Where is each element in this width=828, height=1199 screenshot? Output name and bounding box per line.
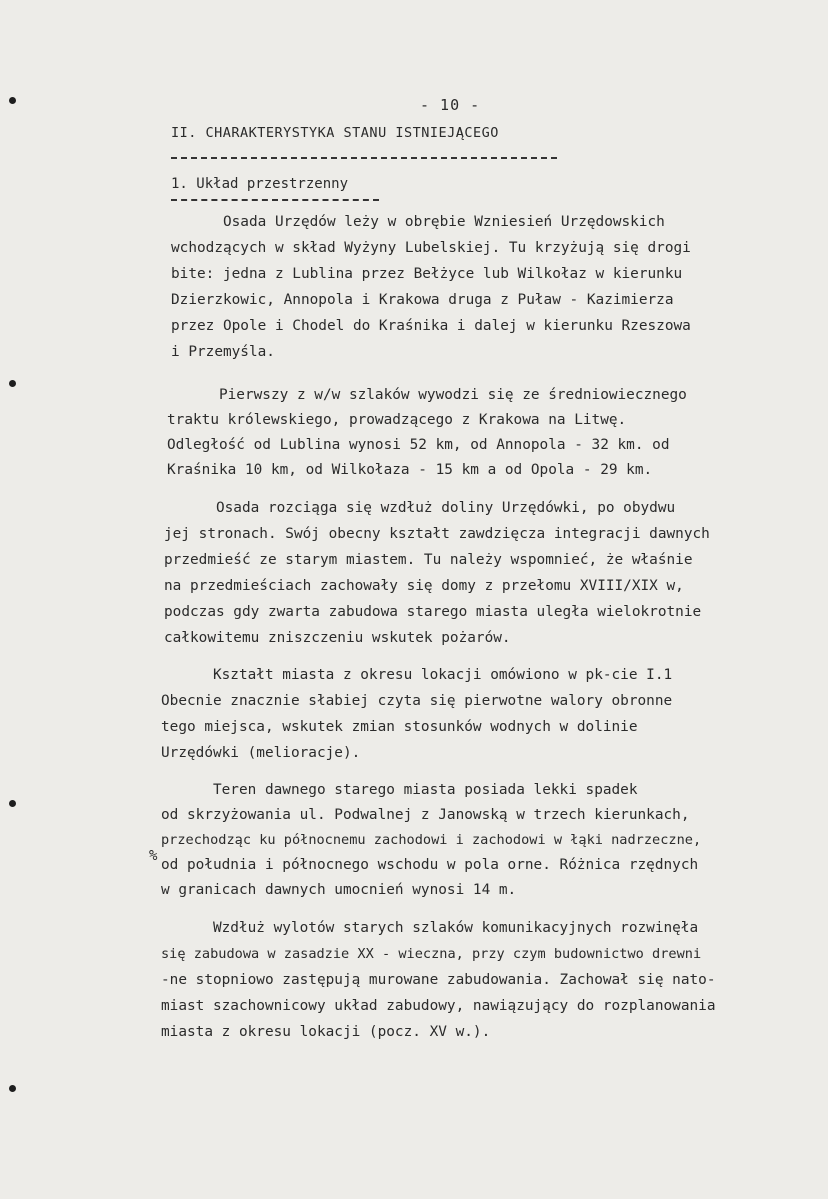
body-line: Osada Urzędów leży w obrębie Wzniesień Urzędowskich (171, 214, 665, 230)
punch-hole (9, 1085, 16, 1092)
body-line: -ne stopniowo zastępują murowane zabudowania. Zachował się nato- (161, 972, 716, 988)
page-number: - 10 - (420, 96, 481, 114)
punch-hole (9, 800, 16, 807)
body-line: Pierwszy z w/w szlaków wywodzi się ze średniowiecznego (167, 387, 687, 403)
body-line: podczas gdy zwarta zabudowa starego miasta uległa wielokrotnie (164, 604, 702, 620)
body-line: Odległość od Lublina wynosi 52 km, od Annopola - 32 km. od (167, 437, 670, 453)
subheading-underline (171, 199, 379, 201)
subsection-heading: 1. Układ przestrzenny (171, 176, 349, 192)
body-line: Dzierzkowic, Annopola i Krakowa druga z Puław - Kazimierza (171, 292, 674, 308)
body-line: Teren dawnego starego miasta posiada lekki spadek (161, 782, 638, 798)
body-line: całkowitemu zniszczeniu wskutek pożarów. (164, 630, 511, 646)
body-line: Obecnie znacznie słabiej czyta się pierwotne walory obronne (161, 693, 673, 709)
body-line: w granicach dawnych umocnień wynosi 14 m. (161, 882, 517, 898)
body-line: Kraśnika 10 km, od Wilkołaza - 15 km a od Opola - 29 km. (167, 462, 653, 478)
heading-underline (171, 157, 557, 159)
body-line: miast szachownicowy układ zabudowy, nawiązujący do rozplanowania (161, 998, 716, 1014)
body-line: traktu królewskiego, prowadzącego z Krakowa na Litwę. (167, 412, 627, 428)
body-line: Urzędówki (melioracje). (161, 745, 361, 761)
body-line: od skrzyżowania ul. Podwalnej z Janowską w trzech kierunkach, (161, 807, 690, 823)
body-line: jej stronach. Swój obecny kształt zawdzięcza integracji dawnych (164, 526, 710, 542)
body-line: się zabudowa w zasadzie XX - wieczna, przy czym budownictwo drewni (161, 946, 702, 962)
body-line: od południa i północnego wschodu w pola orne. Różnica rzędnych (161, 857, 699, 873)
body-line: Osada rozciąga się wzdłuż doliny Urzędówki, po obydwu (164, 500, 676, 516)
body-line: na przedmieściach zachowały się domy z przełomu XVIII/XIX w, (164, 578, 684, 594)
section-heading: II. CHARAKTERYSTYKA STANU ISTNIEJĄCEGO (171, 125, 499, 141)
body-line: przez Opole i Chodel do Kraśnika i dalej w kierunku Rzeszowa (171, 318, 691, 334)
punch-hole (9, 380, 16, 387)
body-line: Wzdłuż wylotów starych szlaków komunikacyjnych rozwinęła (161, 920, 699, 936)
body-line: przechodząc ku północnemu zachodowi i zachodowi w łąki nadrzeczne, (161, 832, 702, 848)
punch-hole (9, 97, 16, 104)
body-line: bite: jedna z Lublina przez Bełżyce lub Wilkołaz w kierunku (171, 266, 683, 282)
body-line: i Przemyśla. (171, 344, 275, 360)
body-line: Kształt miasta z okresu lokacji omówiono w pk-cie I.1 (161, 667, 673, 683)
body-line: miasta z okresu lokacji (pocz. XV w.). (161, 1024, 491, 1040)
body-line: przedmieść ze starym miastem. Tu należy wspomnieć, że właśnie (164, 552, 693, 568)
body-line: tego miejsca, wskutek zmian stosunków wodnych w dolinie (161, 719, 638, 735)
body-line: wchodzących w skład Wyżyny Lubelskiej. Tu krzyżują się drogi (171, 240, 691, 256)
margin-mark: % (149, 848, 158, 864)
